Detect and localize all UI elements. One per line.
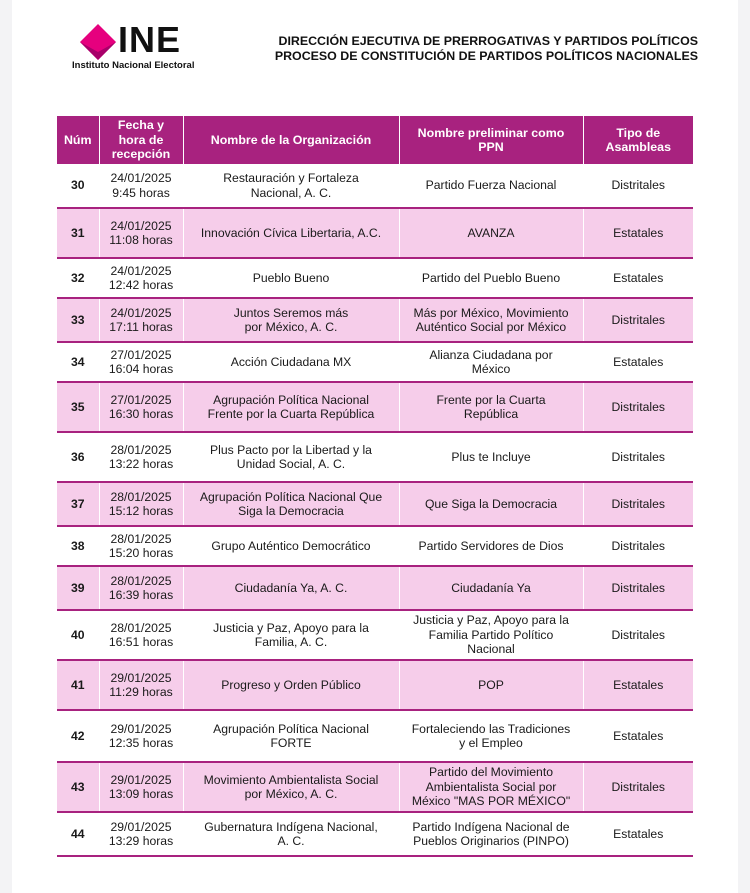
col-num-header-line: Núm [63, 132, 92, 147]
cell-assembly-type: Distritales [583, 164, 693, 208]
cell-time: 11:29 horas [109, 685, 173, 699]
organizations-table [57, 116, 693, 857]
cell-ppn-name [399, 482, 583, 526]
cell-assembly-type: Estatales [583, 710, 693, 762]
cell-ppn-name [399, 298, 583, 342]
cell-assembly-type: Estatales [583, 660, 693, 710]
cell-num: 43 [57, 762, 99, 812]
cell-time: 17:11 horas [109, 320, 173, 334]
cell-time: 15:12 horas [108, 504, 174, 518]
table-row [57, 164, 693, 208]
cell-ppn-name-line: Partido Servidores de Dios [418, 538, 564, 553]
cell-ppn-name-line: Ambientalista Social por [425, 779, 557, 794]
cell-date: 28/01/2025 [110, 620, 172, 635]
col-date-header-line: hora de [118, 132, 164, 147]
col-date-header-line: Fecha y [117, 118, 165, 133]
cell-organization [183, 526, 399, 566]
cell-assembly-type: Distritales [583, 432, 693, 482]
col-tipo-header-line: Asambleas [605, 140, 671, 154]
cell-date: 27/01/2025 [110, 347, 172, 362]
cell-ppn-name-line: Partido Fuerza Nacional [425, 178, 557, 193]
col-num-header [57, 116, 99, 164]
cell-num: 41 [57, 660, 99, 710]
cell-num: 40 [57, 610, 99, 660]
cell-organization [183, 258, 399, 298]
cell-organization [183, 208, 399, 258]
table-row [57, 382, 693, 432]
cell-organization [183, 164, 399, 208]
cell-datetime [99, 382, 183, 432]
cell-date: 24/01/2025 [110, 218, 172, 233]
cell-organization-line: Innovación Cívica Libertaria, A.C. [200, 225, 382, 240]
cell-datetime [99, 710, 183, 762]
cell-date: 27/01/2025 [110, 392, 172, 407]
cell-ppn-name [399, 660, 583, 710]
cell-datetime [99, 762, 183, 812]
cell-organization-line: Agrupación Política Nacional Que [199, 489, 383, 504]
cell-ppn-name [399, 610, 583, 660]
cell-organization-line: FORTE [270, 736, 312, 750]
cell-assembly-type: Distritales [583, 762, 693, 812]
cell-organization-line: A. C. [277, 834, 305, 848]
cell-ppn-name [399, 432, 583, 482]
cell-time: 13:09 horas [108, 787, 174, 801]
col-tipo-header-line: Tipo de [616, 125, 661, 140]
cell-assembly-type: Distritales [583, 610, 693, 660]
cell-datetime [99, 432, 183, 482]
cell-organization-line: Movimiento Ambientalista Social [203, 772, 379, 787]
cell-organization [183, 710, 399, 762]
cell-datetime [99, 298, 183, 342]
document-header-titles [275, 34, 698, 64]
cell-date: 29/01/2025 [110, 819, 172, 834]
cell-ppn-name [399, 342, 583, 382]
cell-organization-line: Unidad Social, A. C. [236, 457, 346, 471]
table-row [57, 710, 693, 762]
table-row [57, 298, 693, 342]
cell-organization [183, 298, 399, 342]
cell-organization-line: Agrupación Política Nacional [213, 721, 369, 736]
cell-organization-line: Juntos Seremos más [233, 305, 349, 320]
col-org-header [183, 116, 399, 164]
table-row [57, 812, 693, 856]
table-row [57, 610, 693, 660]
table-row [57, 208, 693, 258]
cell-ppn-name [399, 208, 583, 258]
table-row [57, 660, 693, 710]
cell-organization-line: Justicia y Paz, Apoyo para la [213, 620, 369, 635]
cell-organization [183, 382, 399, 432]
cell-organization [183, 566, 399, 610]
cell-ppn-name-line: Plus te Incluye [451, 449, 531, 464]
cell-organization [183, 610, 399, 660]
cell-organization-line: Frente por la Cuarta República [207, 407, 375, 421]
cell-organization [183, 762, 399, 812]
cell-date: 28/01/2025 [110, 531, 172, 546]
col-tipo-header [583, 116, 693, 164]
cell-datetime [99, 812, 183, 856]
cell-time: 16:39 horas [108, 588, 174, 602]
cell-datetime [99, 208, 183, 258]
cell-organization [183, 432, 399, 482]
cell-organization-line: Plus Pacto por la Libertad y la [210, 442, 372, 457]
col-ppn-header [399, 116, 583, 164]
cell-assembly-type: Distritales [583, 566, 693, 610]
ine-logo-subtitle: Instituto Nacional Electoral [72, 60, 195, 71]
cell-ppn-name [399, 762, 583, 812]
cell-ppn-name-line: México [471, 362, 511, 376]
cell-assembly-type: Distritales [583, 382, 693, 432]
cell-ppn-name-line: República [463, 407, 519, 421]
cell-organization-line: por México, A. C. [244, 787, 338, 801]
cell-num: 35 [57, 382, 99, 432]
cell-datetime [99, 164, 183, 208]
table-row [57, 762, 693, 812]
cell-time: 16:30 horas [108, 407, 174, 421]
header-title-line1: DIRECCIÓN EJECUTIVA DE PRERROGATIVAS Y PARTIDOS POLÍTICOS [278, 34, 698, 48]
cell-ppn-name-line: México "MAS POR MÉXICO" [411, 794, 571, 809]
cell-num: 44 [57, 812, 99, 856]
table-row [57, 342, 693, 382]
cell-assembly-type: Distritales [583, 298, 693, 342]
table-row [57, 526, 693, 566]
cell-ppn-name-line: AVANZA [467, 225, 515, 240]
cell-organization-line: Progreso y Orden Público [221, 677, 361, 692]
cell-time: 16:04 horas [108, 362, 174, 376]
cell-ppn-name-line: Familia Partido Político [428, 627, 554, 642]
cell-ppn-name [399, 710, 583, 762]
cell-organization [183, 342, 399, 382]
cell-ppn-name [399, 164, 583, 208]
cell-assembly-type: Estatales [583, 342, 693, 382]
table-row [57, 482, 693, 526]
cell-datetime [99, 660, 183, 710]
cell-ppn-name [399, 258, 583, 298]
table-header-row [57, 116, 693, 164]
cell-datetime [99, 526, 183, 566]
cell-organization-line: Restauración y Fortaleza [223, 171, 359, 185]
cell-time: 12:35 horas [108, 736, 174, 750]
cell-ppn-name-line: Pueblos Originarios (PINPO) [413, 834, 569, 848]
cell-time: 9:45 horas [112, 185, 170, 200]
cell-organization-line: Gubernatura Indígena Nacional, [204, 819, 378, 834]
cell-organization-line: Siga la Democracia [238, 504, 344, 518]
cell-organization [183, 482, 399, 526]
cell-assembly-type: Estatales [583, 258, 693, 298]
cell-ppn-name-line: Auténtico Social por México [415, 320, 567, 334]
cell-ppn-name-line: Ciudadanía Ya [451, 580, 531, 595]
cell-organization-line: Pueblo Bueno [252, 270, 330, 285]
col-date-header [99, 116, 183, 164]
cell-ppn-name-line: POP [478, 677, 504, 692]
cell-time: 13:29 horas [108, 834, 174, 848]
cell-organization [183, 660, 399, 710]
cell-ppn-name-line: Fortaleciendo las Tradiciones [411, 721, 571, 736]
cell-organization-line: Ciudadanía Ya, A. C. [234, 580, 348, 595]
cell-time: 11:08 horas [109, 233, 173, 247]
cell-time: 13:22 horas [108, 457, 174, 471]
cell-datetime [99, 610, 183, 660]
cell-date: 29/01/2025 [110, 670, 172, 685]
cell-date: 24/01/2025 [110, 305, 172, 320]
ine-diamond-icon [78, 22, 118, 62]
cell-date: 24/01/2025 [110, 171, 172, 185]
cell-ppn-name-line: Partido Indígena Nacional de [412, 819, 570, 834]
table-row [57, 258, 693, 298]
ine-logo-text: INE [118, 19, 182, 60]
cell-num: 32 [57, 258, 99, 298]
cell-num: 42 [57, 710, 99, 762]
cell-num: 30 [57, 164, 99, 208]
cell-time: 16:51 horas [108, 635, 174, 649]
cell-num: 31 [57, 208, 99, 258]
cell-organization-line: Familia, A. C. [254, 635, 328, 649]
cell-date: 28/01/2025 [110, 442, 172, 457]
col-ppn-header-line: Nombre preliminar como [417, 125, 565, 140]
cell-date: 28/01/2025 [110, 573, 172, 588]
cell-num: 39 [57, 566, 99, 610]
cell-num: 37 [57, 482, 99, 526]
col-date-header-line: recepción [111, 147, 171, 162]
cell-ppn-name-line: Partido del Pueblo Bueno [421, 270, 561, 285]
cell-assembly-type: Distritales [583, 526, 693, 566]
cell-organization [183, 812, 399, 856]
cell-ppn-name-line: Partido del Movimiento [429, 765, 553, 780]
cell-datetime [99, 566, 183, 610]
cell-num: 33 [57, 298, 99, 342]
cell-organization-line: Acción Ciudadana MX [230, 354, 352, 369]
cell-ppn-name-line: Que Siga la Democracia [424, 496, 558, 511]
cell-datetime [99, 258, 183, 298]
table-body [57, 164, 693, 856]
cell-ppn-name [399, 526, 583, 566]
col-org-header-line: Nombre de la Organización [210, 132, 372, 147]
cell-assembly-type: Distritales [583, 482, 693, 526]
cell-date: 29/01/2025 [110, 721, 172, 736]
cell-num: 38 [57, 526, 99, 566]
cell-ppn-name-line: Nacional [467, 642, 515, 657]
col-ppn-header-line: PPN [478, 140, 504, 154]
cell-organization-line: por México, A. C. [244, 320, 338, 334]
cell-assembly-type: Estatales [583, 812, 693, 856]
cell-date: 24/01/2025 [110, 263, 172, 278]
cell-datetime [99, 482, 183, 526]
cell-ppn-name [399, 382, 583, 432]
cell-ppn-name-line: Más por México, Movimiento [413, 305, 569, 320]
header-title-line2: PROCESO DE CONSTITUCIÓN DE PARTIDOS POLÍTICOS NACIONALES [274, 49, 698, 63]
cell-assembly-type: Estatales [583, 208, 693, 258]
cell-organization-line: Grupo Auténtico Democrático [211, 538, 371, 553]
cell-ppn-name-line: Justicia y Paz, Apoyo para la [413, 613, 569, 628]
cell-num: 36 [57, 432, 99, 482]
cell-ppn-name [399, 812, 583, 856]
table-row [57, 432, 693, 482]
cell-ppn-name-line: Alianza Ciudadana por [429, 347, 553, 362]
cell-datetime [99, 342, 183, 382]
ine-logo [68, 20, 218, 72]
table-row [57, 566, 693, 610]
cell-organization-line: Agrupación Política Nacional [213, 392, 369, 407]
cell-date: 29/01/2025 [110, 772, 172, 787]
cell-organization-line: Nacional, A. C. [250, 185, 332, 200]
cell-ppn-name-line: y el Empleo [459, 736, 523, 750]
cell-ppn-name [399, 566, 583, 610]
cell-time: 12:42 horas [108, 278, 174, 292]
cell-ppn-name-line: Frente por la Cuarta [436, 392, 546, 407]
cell-time: 15:20 horas [108, 546, 174, 560]
cell-num: 34 [57, 342, 99, 382]
cell-date: 28/01/2025 [110, 489, 172, 504]
